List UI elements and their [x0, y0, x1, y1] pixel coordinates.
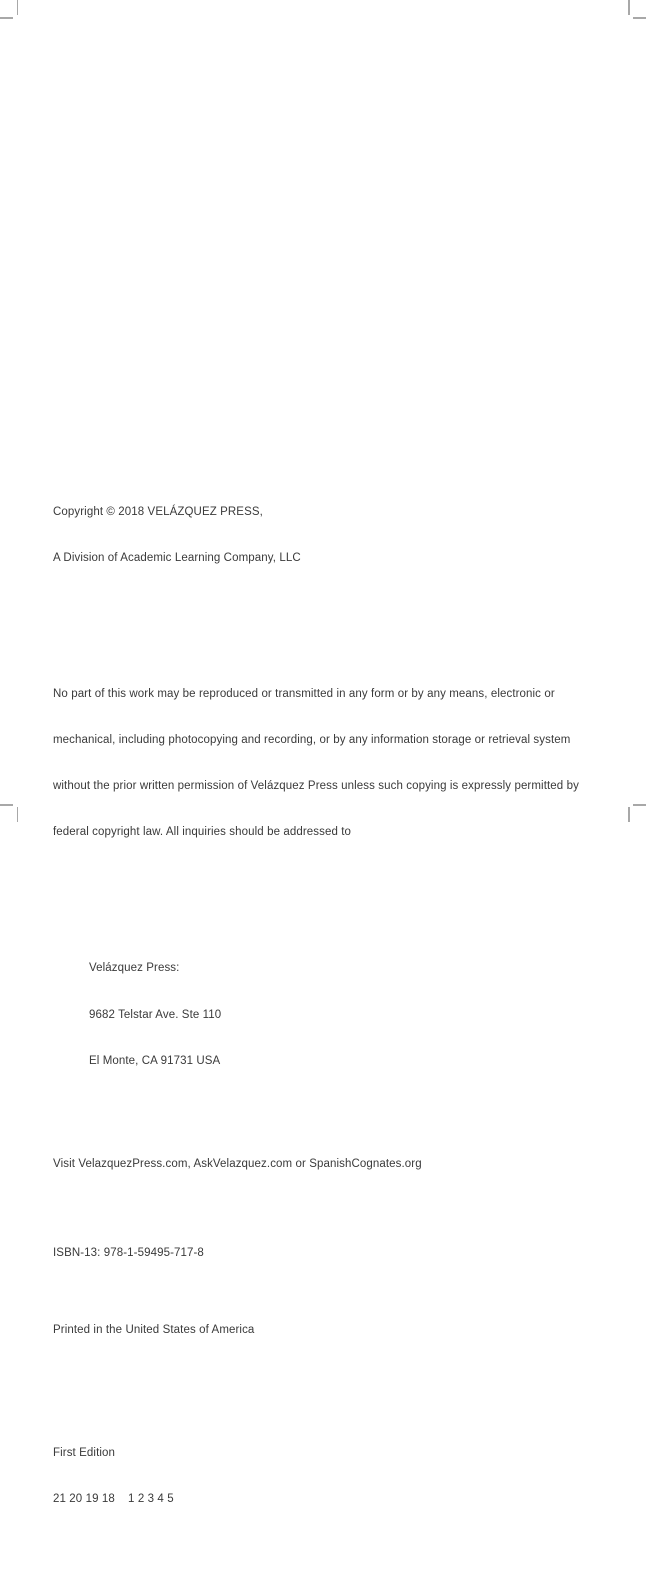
publisher-address	[53, 931, 598, 1100]
publisher-street: 9682 Telstar Ave. Ste 110	[89, 1008, 222, 1021]
rights-line: No part of this work may be reproduced or transmitted in any form or by any means, electronic or	[53, 687, 555, 700]
rights-paragraph	[53, 656, 598, 872]
printed-in-line: Printed in the United States of America	[53, 1323, 255, 1336]
crop-mark-top-left-vertical	[17, 0, 19, 15]
edition-block	[53, 1415, 598, 1538]
rights-line: federal copyright law. All inquiries should be addressed to	[53, 826, 352, 839]
crop-mark-bottom-left-vertical	[17, 807, 19, 822]
edition-line: First Edition	[53, 1446, 116, 1459]
websites-line: Visit VelazquezPress.com, AskVelazquez.com or SpanishCognates.org	[53, 1158, 422, 1171]
publisher-name: Velázquez Press:	[89, 962, 180, 975]
division-line: A Division of Academic Learning Company, LLC	[53, 552, 301, 565]
copyright-notice	[53, 474, 598, 597]
printing-numbers-line: 21 20 19 18 1 2 3 4 5	[53, 1493, 174, 1506]
rights-line: without the prior written permission of Velázquez Press unless such copying is expressly permitted by	[53, 779, 579, 792]
crop-mark-top-right-vertical	[628, 0, 630, 15]
publisher-city: El Monte, CA 91731 USA	[89, 1054, 221, 1067]
copyright-text-block	[53, 428, 598, 1585]
crop-mark-bottom-left-horizontal	[0, 804, 13, 806]
crop-mark-bottom-right-vertical	[628, 807, 630, 822]
isbn-line: ISBN-13: 978-1-59495-717-8	[53, 1246, 204, 1259]
crop-mark-bottom-right-horizontal	[633, 804, 646, 806]
rights-line: mechanical, including photocopying and recording, or by any information storage or retrieval system	[53, 733, 571, 746]
copyright-line: Copyright © 2018 VELÁZQUEZ PRESS,	[53, 506, 263, 519]
crop-mark-top-left-horizontal	[0, 17, 13, 19]
crop-mark-top-right-horizontal	[633, 17, 646, 19]
